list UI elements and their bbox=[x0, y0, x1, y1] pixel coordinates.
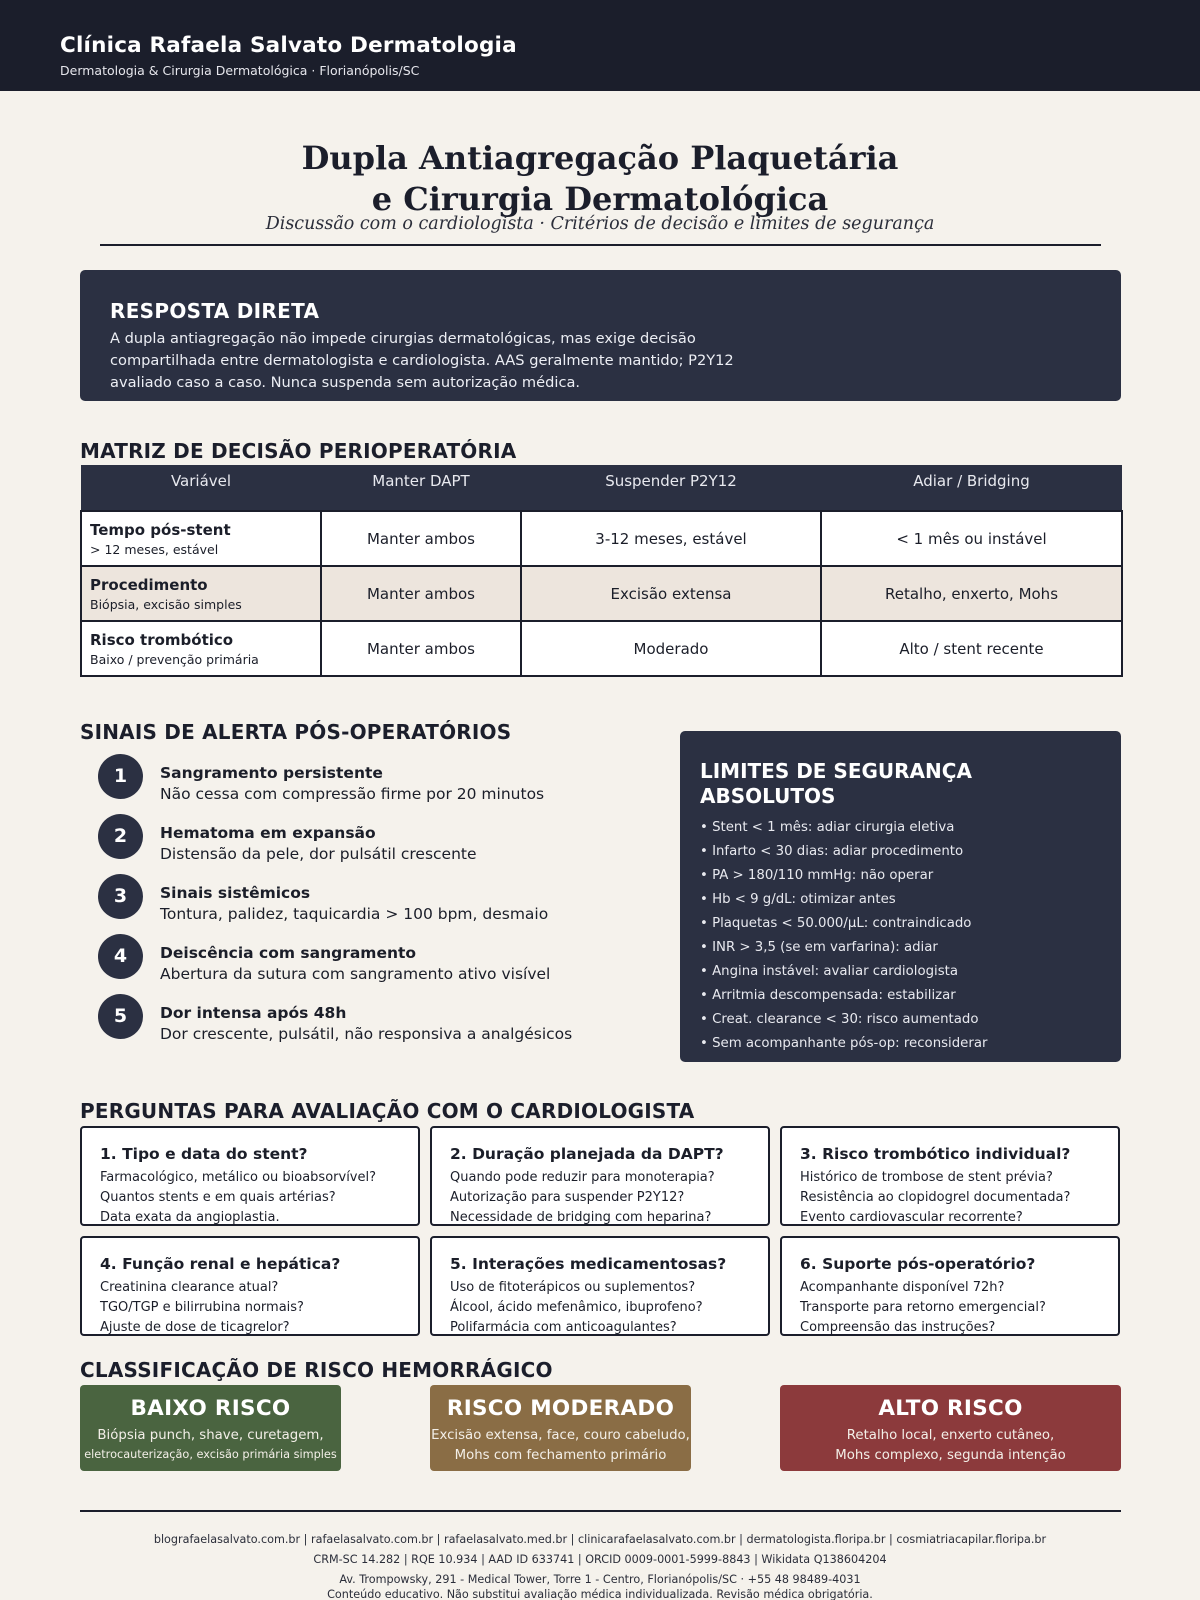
variable-detail: > 12 meses, estável bbox=[90, 541, 219, 557]
variable-detail: Biópsia, excisão simples bbox=[90, 596, 242, 612]
question-line: Histórico de trombose de stent prévia? bbox=[800, 1170, 1053, 1185]
top-header-bar bbox=[0, 0, 1200, 91]
step-number-badge: 1 bbox=[98, 754, 143, 799]
question-title: 4. Função renal e hepática? bbox=[100, 1255, 341, 1273]
questions-heading: PERGUNTAS PARA AVALIAÇÃO COM O CARDIOLOGISTA bbox=[80, 1099, 695, 1123]
alert-description: Não cessa com compressão firme por 20 minutos bbox=[160, 785, 545, 803]
keep-dapt-cell: Manter ambos bbox=[321, 621, 521, 676]
variable-name: Tempo pós-stent bbox=[90, 520, 231, 539]
list-item: • Hb < 9 g/dL: otimizar antes bbox=[700, 892, 896, 907]
question-line: Resistência ao clopidogrel documentada? bbox=[800, 1190, 1071, 1205]
list-item: • Stent < 1 mês: adiar cirurgia eletiva bbox=[700, 820, 955, 835]
safety-limits-heading: LIMITES DE SEGURANÇA ABSOLUTOS bbox=[700, 759, 972, 808]
risk-level-title: BAIXO RISCO bbox=[130, 1396, 291, 1421]
question-line: Uso de fitoterápicos ou suplementos? bbox=[450, 1280, 696, 1295]
list-item: • Sem acompanhante pós-op: reconsiderar bbox=[700, 1036, 988, 1051]
page-title-line-2: e Cirurgia Dermatológica bbox=[371, 180, 829, 218]
risk-level-line: Biópsia punch, shave, curetagem, bbox=[97, 1428, 324, 1443]
risk-level-line: Mohs complexo, segunda intenção bbox=[835, 1448, 1066, 1463]
matrix-header-row bbox=[81, 465, 1122, 511]
alert-title: Sangramento persistente bbox=[160, 764, 383, 782]
alert-title: Hematoma em expansão bbox=[160, 824, 376, 842]
clinic-name: Clínica Rafaela Salvato Dermatologia bbox=[60, 33, 517, 58]
safety-limits-box bbox=[680, 731, 1121, 1062]
keep-dapt-cell: Manter ambos bbox=[321, 566, 521, 621]
title-divider bbox=[100, 244, 1101, 246]
footer-credentials: CRM-SC 14.282 | RQE 10.934 | AAD ID 633741 | ORCID 0009-0001-5999-8843 | Wikidata Q138604204 bbox=[313, 1553, 887, 1566]
suspend-p2y12-cell: 3-12 meses, estável bbox=[521, 511, 821, 566]
list-item bbox=[98, 872, 658, 922]
defer-bridging-cell: Alto / stent recente bbox=[821, 621, 1122, 676]
variable-cell bbox=[81, 511, 321, 566]
step-number-badge: 4 bbox=[98, 934, 143, 979]
question-line: Ajuste de dose de ticagrelor? bbox=[100, 1320, 290, 1335]
column-header: Manter DAPT bbox=[321, 465, 521, 511]
alert-description: Abertura da sutura com sangramento ativo visível bbox=[160, 965, 551, 983]
question-card bbox=[80, 1236, 420, 1336]
table-row bbox=[81, 621, 1122, 676]
risk-level-title: RISCO MODERADO bbox=[446, 1396, 675, 1421]
question-line: Necessidade de bridging com heparina? bbox=[450, 1210, 712, 1225]
question-title: 5. Interações medicamentosas? bbox=[450, 1255, 727, 1273]
safety-limits-list bbox=[700, 817, 987, 1057]
table-row bbox=[81, 566, 1122, 621]
defer-bridging-cell: Retalho, enxerto, Mohs bbox=[821, 566, 1122, 621]
footer-divider bbox=[80, 1510, 1121, 1512]
direct-answer-box bbox=[80, 270, 1121, 401]
list-item: • Creat. clearance < 30: risco aumentado bbox=[700, 1012, 979, 1027]
page-title bbox=[100, 138, 1100, 220]
question-title: 3. Risco trombótico individual? bbox=[800, 1145, 1071, 1163]
footer-links: blografaelasalvato.com.br | rafaelasalvato.com.br | rafaelasalvato.med.br | clinicarafaelasalvato.com.br | dermatologista.floripa.br | cosmiatriacapilar.floripa.br bbox=[153, 1533, 1047, 1546]
list-item: • INR > 3,5 (se em varfarina): adiar bbox=[700, 940, 938, 955]
question-line: Polifarmácia com anticoagulantes? bbox=[450, 1320, 677, 1335]
footer-address: Av. Trompowsky, 291 - Medical Tower, Torre 1 - Centro, Florianópolis/SC · +55 48 98489-4031 bbox=[339, 1573, 861, 1586]
question-card bbox=[430, 1236, 770, 1336]
footer-disclaimer: Conteúdo educativo. Não substitui avaliação médica individualizada. Revisão médica obrigatória. bbox=[327, 1588, 873, 1600]
question-line: Acompanhante disponível 72h? bbox=[800, 1280, 1005, 1295]
variable-name: Procedimento bbox=[90, 575, 208, 594]
variable-cell bbox=[81, 621, 321, 676]
defer-bridging-cell: < 1 mês ou instável bbox=[821, 511, 1122, 566]
variable-detail: Baixo / prevenção primária bbox=[90, 651, 259, 667]
list-item: • Angina instável: avaliar cardiologista bbox=[700, 964, 959, 979]
list-item bbox=[98, 812, 658, 862]
low-risk-card bbox=[80, 1385, 341, 1471]
keep-dapt-cell: Manter ambos bbox=[321, 511, 521, 566]
direct-answer-heading: RESPOSTA DIRETA bbox=[110, 299, 320, 323]
question-card bbox=[780, 1126, 1120, 1226]
list-item: • Plaquetas < 50.000/μL: contraindicado bbox=[700, 916, 972, 931]
risk-level-line: Excisão extensa, face, couro cabeludo, bbox=[431, 1428, 690, 1443]
list-item: • Arritmia descompensada: estabilizar bbox=[700, 988, 956, 1003]
matrix-heading: MATRIZ DE DECISÃO PERIOPERATÓRIA bbox=[80, 439, 517, 463]
question-card bbox=[430, 1126, 770, 1226]
step-number-badge: 3 bbox=[98, 874, 143, 919]
question-title: 2. Duração planejada da DAPT? bbox=[450, 1145, 724, 1163]
variable-cell bbox=[81, 566, 321, 621]
risk-level-line: eletrocauterização, excisão primária simples bbox=[84, 1448, 337, 1461]
alert-description: Distensão da pele, dor pulsátil crescente bbox=[160, 845, 477, 863]
question-card bbox=[780, 1236, 1120, 1336]
high-risk-card bbox=[780, 1385, 1121, 1471]
clinic-tagline: Dermatologia & Cirurgia Dermatológica · Florianópolis/SC bbox=[60, 63, 420, 78]
alert-title: Dor intensa após 48h bbox=[160, 1004, 347, 1022]
question-title: 6. Suporte pós-operatório? bbox=[800, 1255, 1036, 1273]
question-line: Quantos stents e em quais artérias? bbox=[100, 1190, 336, 1205]
question-line: Álcool, ácido mefenâmico, ibuprofeno? bbox=[450, 1300, 703, 1315]
step-number-badge: 2 bbox=[98, 814, 143, 859]
moderate-risk-card bbox=[430, 1385, 691, 1471]
question-line: TGO/TGP e bilirrubina normais? bbox=[100, 1300, 304, 1315]
alert-title: Deiscência com sangramento bbox=[160, 944, 417, 962]
alert-title: Sinais sistêmicos bbox=[160, 884, 311, 902]
list-item bbox=[98, 992, 658, 1042]
question-line: Data exata da angioplastia. bbox=[100, 1210, 280, 1225]
page-title-line-1: Dupla Antiagregação Plaquetária bbox=[301, 139, 899, 177]
page-subtitle: Discussão com o cardiologista · Critérios de decisão e limites de segurança bbox=[265, 214, 935, 234]
column-header: Adiar / Bridging bbox=[821, 465, 1122, 511]
list-item bbox=[98, 932, 658, 982]
suspend-p2y12-cell: Moderado bbox=[521, 621, 821, 676]
risk-level-title: ALTO RISCO bbox=[878, 1396, 1023, 1421]
question-line: Creatinina clearance atual? bbox=[100, 1280, 279, 1295]
variable-name: Risco trombótico bbox=[90, 630, 234, 649]
alerts-heading: SINAIS DE ALERTA PÓS-OPERATÓRIOS bbox=[80, 720, 512, 744]
question-line: Compreensão das instruções? bbox=[800, 1320, 996, 1335]
direct-answer-text: A dupla antiagregação não impede cirurgias dermatológicas, mas exige decisão compartilhada entre dermatologista e cardiologista. AAS geralmente mantido; P2Y12 avaliado caso a caso. Nunca suspenda sem autorização médica. bbox=[110, 330, 734, 391]
question-line: Quando pode reduzir para monoterapia? bbox=[450, 1170, 715, 1185]
table-row bbox=[81, 511, 1122, 566]
list-item: • Infarto < 30 dias: adiar procedimento bbox=[700, 844, 964, 859]
column-header: Variável bbox=[81, 465, 321, 511]
question-line: Evento cardiovascular recorrente? bbox=[800, 1210, 1023, 1225]
question-line: Transporte para retorno emergencial? bbox=[800, 1300, 1046, 1315]
risk-level-line: Mohs com fechamento primário bbox=[454, 1448, 667, 1463]
column-header: Suspender P2Y12 bbox=[521, 465, 821, 511]
suspend-p2y12-cell: Excisão extensa bbox=[521, 566, 821, 621]
question-title: 1. Tipo e data do stent? bbox=[100, 1145, 308, 1163]
list-item bbox=[98, 752, 658, 802]
step-number-badge: 5 bbox=[98, 994, 143, 1039]
alert-description: Tontura, palidez, taquicardia > 100 bpm, desmaio bbox=[160, 905, 549, 923]
alert-description: Dor crescente, pulsátil, não responsiva a analgésicos bbox=[160, 1025, 573, 1043]
list-item: • PA > 180/110 mmHg: não operar bbox=[700, 868, 934, 883]
decision-matrix-table bbox=[80, 465, 1123, 677]
question-line: Farmacológico, metálico ou bioabsorvível? bbox=[100, 1170, 377, 1185]
risk-level-line: Retalho local, enxerto cutâneo, bbox=[846, 1428, 1055, 1443]
question-card bbox=[80, 1126, 420, 1226]
risk-heading: CLASSIFICAÇÃO DE RISCO HEMORRÁGICO bbox=[80, 1358, 553, 1382]
question-line: Autorização para suspender P2Y12? bbox=[450, 1190, 685, 1205]
